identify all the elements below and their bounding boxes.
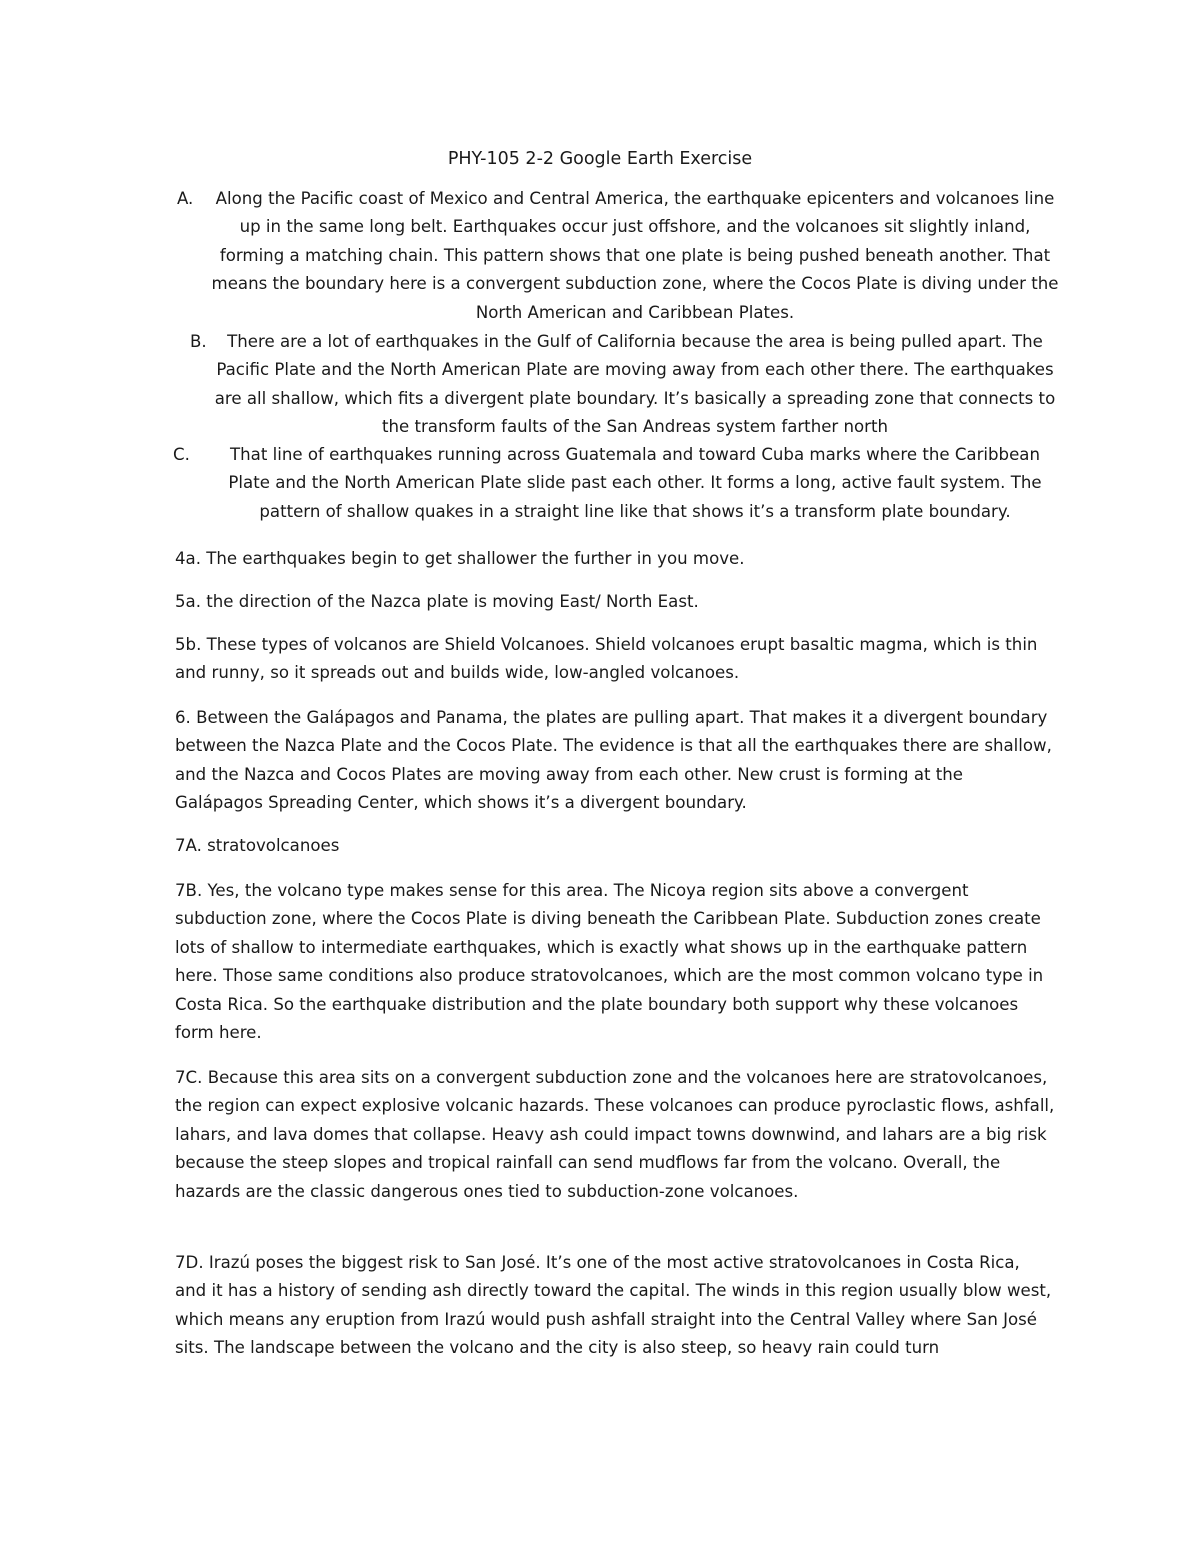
list-text-a: Along the Pacific coast of Mexico and Central America, the earthquake epicenters and volcanoes line up in the same long belt. Earthquakes occur just offshore, and the volcanoes sit slightly inland, forming a matching chain. This pattern shows that one plate is being pushed beneath another. That means the boundary here is a convergent subduction zone, where the Cocos Plate is diving under the North American and Caribbean Plates. [211, 189, 1059, 322]
document-title: PHY-105 2-2 Google Earth Exercise [447, 149, 753, 169]
answer-7d: 7D. Irazú poses the biggest risk to San José. It’s one of the most active stratovolcanoes in Costa Rica, and it has a history of sending ash directly toward the capital. The winds in this region usually blow west, which means any eruption from Irazú would push ashfall straight into the Central Valley where San José sits. The landscape between the volcano and the city is also steep, so heavy rain could turn [175, 1253, 1052, 1358]
list-text-b: There are a lot of earthquakes in the Gulf of California because the area is being pulled apart. The Pacific Plate and the North American Plate are moving away from each other there. The earthquakes are all shallow, which fits a divergent plate boundary. It’s basically a spreading zone that connects to the transform faults of the San Andreas system farther north [214, 332, 1056, 437]
answer-5b: 5b. These types of volcanos are Shield Volcanoes. Shield volcanoes erupt basaltic magma, which is thin and runny, so it spreads out and builds wide, low-angled volcanoes. [175, 635, 1038, 683]
answer-7a: 7A. stratovolcanoes [175, 836, 340, 855]
list-text-c: That line of earthquakes running across Guatemala and toward Cuba marks where the Caribbean Plate and the North American Plate slide past each other. It forms a long, active fault system. The pattern of shallow quakes in a straight line like that shows it’s a transform plate boundary. [228, 445, 1042, 521]
answer-4a: 4a. The earthquakes begin to get shallower the further in you move. [175, 549, 745, 568]
list-item-a [170, 185, 1070, 327]
answer-7c: 7C. Because this area sits on a convergent subduction zone and the volcanoes here are stratovolcanoes, the region can expect explosive volcanic hazards. These volcanoes can produce pyroclastic flows, ashfall, lahars, and lava domes that collapse. Heavy ash could impact towns downwind, and lahars are a big risk because the steep slopes and tropical rainfall can send mudflows far from the volcano. Overall, the hazards are the classic dangerous ones tied to subduction-zone volcanoes. [175, 1068, 1055, 1201]
answer-5a: 5a. the direction of the Nazca plate is moving East/ North East. [175, 592, 699, 611]
list-marker-c: C. [173, 445, 190, 464]
answer-7b: 7B. Yes, the volcano type makes sense for this area. The Nicoya region sits above a convergent subduction zone, where the Cocos Plate is diving beneath the Caribbean Plate. Subduction zones create lots of shallow to intermediate earthquakes, which is exactly what shows up in the earthquake pattern here. Those same conditions also produce stratovolcanoes, which are the most common volcano type in Costa Rica. So the earthquake distribution and the plate boundary both support why these volcanoes form here. [175, 881, 1044, 1043]
list-marker-b: B. [190, 332, 207, 351]
list-item-c [170, 441, 1070, 526]
list-item-b [170, 328, 1070, 442]
list-marker-a: A. [177, 189, 194, 208]
answer-6: 6. Between the Galápagos and Panama, the plates are pulling apart. That makes it a divergent boundary between the Nazca Plate and the Cocos Plate. The evidence is that all the earthquakes there are shallow, and the Nazca and Cocos Plates are moving away from each other. New crust is forming at the Galápagos Spreading Center, which shows it’s a divergent boundary. [175, 708, 1052, 813]
